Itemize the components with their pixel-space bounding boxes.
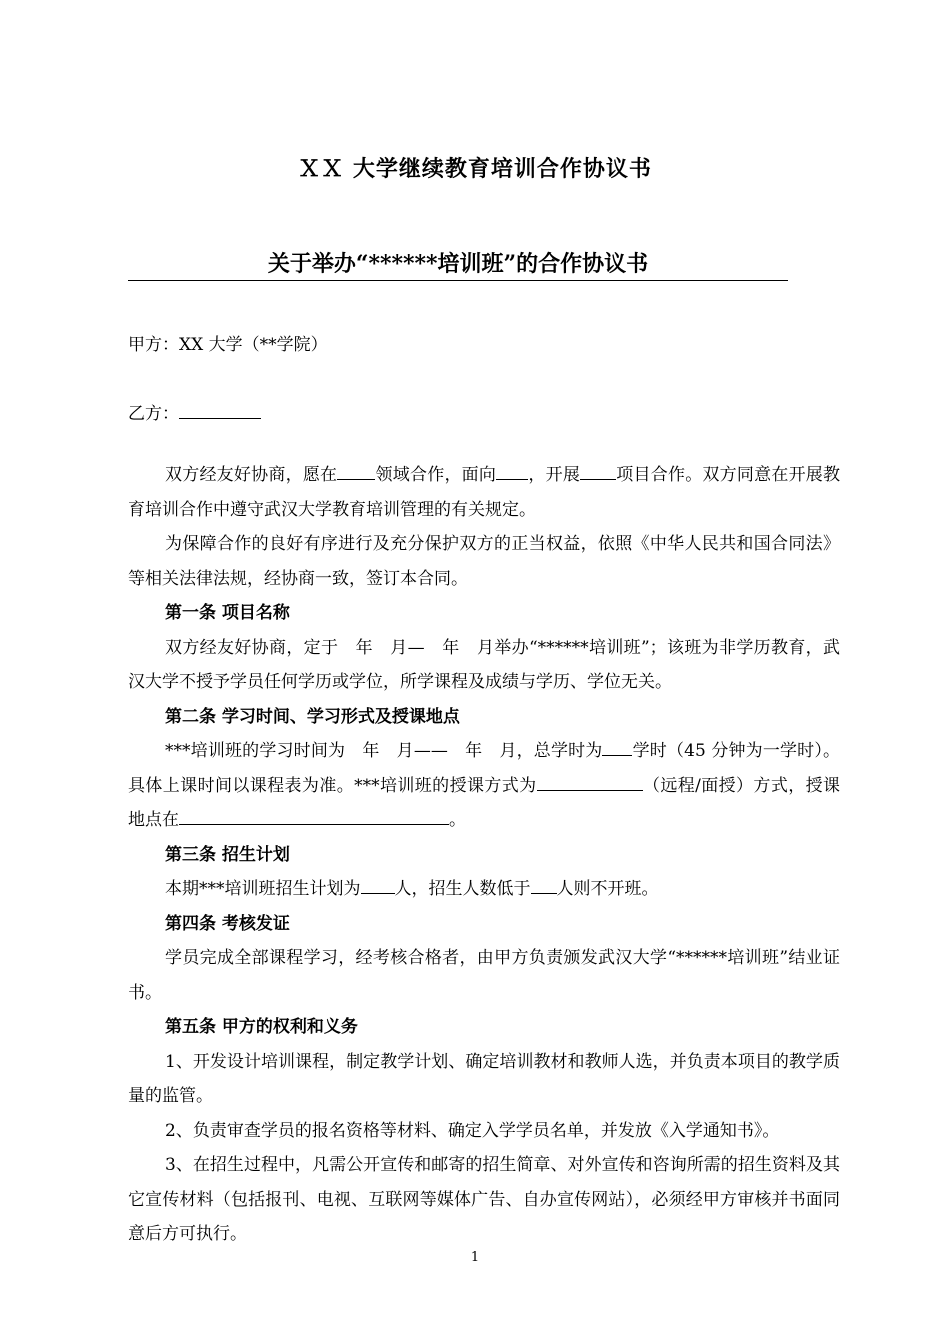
document-subtitle: 关于举办“******培训班”的合作协议书 (128, 247, 788, 281)
party-b-blank (179, 402, 261, 419)
text-segment: 人，招生人数低于 (394, 879, 531, 899)
field-blank (531, 877, 557, 894)
article-5-item-1: 1、开发设计培训课程，制定教学计划、确定培训教材和教师人选，并负责本项目的教学质量的监管。 (128, 1051, 840, 1106)
article-1-text: 双方经友好协商，定于 年 月— 年 月举办“******培训班”；该班为非学历教育，武汉大学不授予学员任何学历或学位，所学课程及成绩与学历、学位无关。 (128, 637, 840, 692)
field-blank (537, 774, 643, 791)
field-blank (580, 463, 616, 480)
party-b (128, 399, 261, 424)
field-blank (361, 877, 395, 894)
paragraph-intro (128, 458, 840, 527)
text-segment: 学时（45 分钟为一学时）。具体上课时间以课程表为准。***培训班的授课方式为 (128, 741, 840, 796)
article-3-text (128, 872, 840, 907)
party-b-label: 乙方： (128, 404, 179, 424)
text-segment: 人则不开班。 (556, 879, 659, 899)
paragraph-purpose: 为保障合作的良好有序进行及充分保护双方的正当权益，依照《中华人民共和国合同法》等相关法律法规，经协商一致，签订本合同。 (128, 534, 840, 589)
field-blank (337, 463, 375, 480)
text-segment: 本期***培训班招生计划为 (165, 879, 361, 899)
document-title: ＸＸ 大学继续教育培训合作协议书 (298, 156, 652, 182)
article-5-item-3: 3、在招生过程中，凡需公开宣传和邮寄的招生简章、对外宣传和咨询所需的招生资料及其它宣传材料（包括报刊、电视、互联网等媒体广告、自办宣传网站），必须经甲方审核并书面同意后方可执行。 (128, 1155, 840, 1244)
field-blank (496, 463, 528, 480)
article-4-heading: 第四条 考核发证 (165, 913, 290, 934)
party-a-value: XX 大学（**学院） (179, 335, 328, 355)
party-a-label: 甲方： (128, 335, 179, 355)
text-segment: ***培训班的学习时间为 年 月—— 年 月，总学时为 (165, 741, 603, 761)
field-blank (179, 808, 449, 825)
text-segment: 领域合作，面向 (375, 465, 497, 485)
page-number: 1 (470, 1250, 480, 1265)
article-2-heading: 第二条 学习时间、学习形式及授课地点 (165, 706, 460, 727)
text-segment: 。 (449, 810, 466, 830)
text-segment: 项目合作。双方同意在开展教育培训合作中遵守武汉大学教育培训管理的有关规定。 (128, 465, 841, 520)
field-blank (602, 739, 632, 756)
text-segment: ，开展 (528, 465, 581, 485)
article-5-item-2: 2、负责审查学员的报名资格等材料、确定入学学员名单，并发放《入学通知书》。 (165, 1120, 780, 1141)
article-3-heading: 第三条 招生计划 (165, 844, 290, 865)
article-1-heading: 第一条 项目名称 (165, 603, 290, 623)
article-4-text: 学员完成全部课程学习，经考核合格者，由甲方负责颁发武汉大学“******培训班”结业证书。 (128, 948, 840, 1003)
party-a (128, 330, 328, 355)
document-body (128, 458, 840, 1252)
article-5-heading: 第五条 甲方的权利和义务 (165, 1017, 358, 1037)
text-segment: （远程/面授）方式，授课地点在 (128, 775, 840, 830)
text-segment: 双方经友好协商，愿在 (165, 465, 338, 485)
article-2-text (128, 734, 840, 838)
